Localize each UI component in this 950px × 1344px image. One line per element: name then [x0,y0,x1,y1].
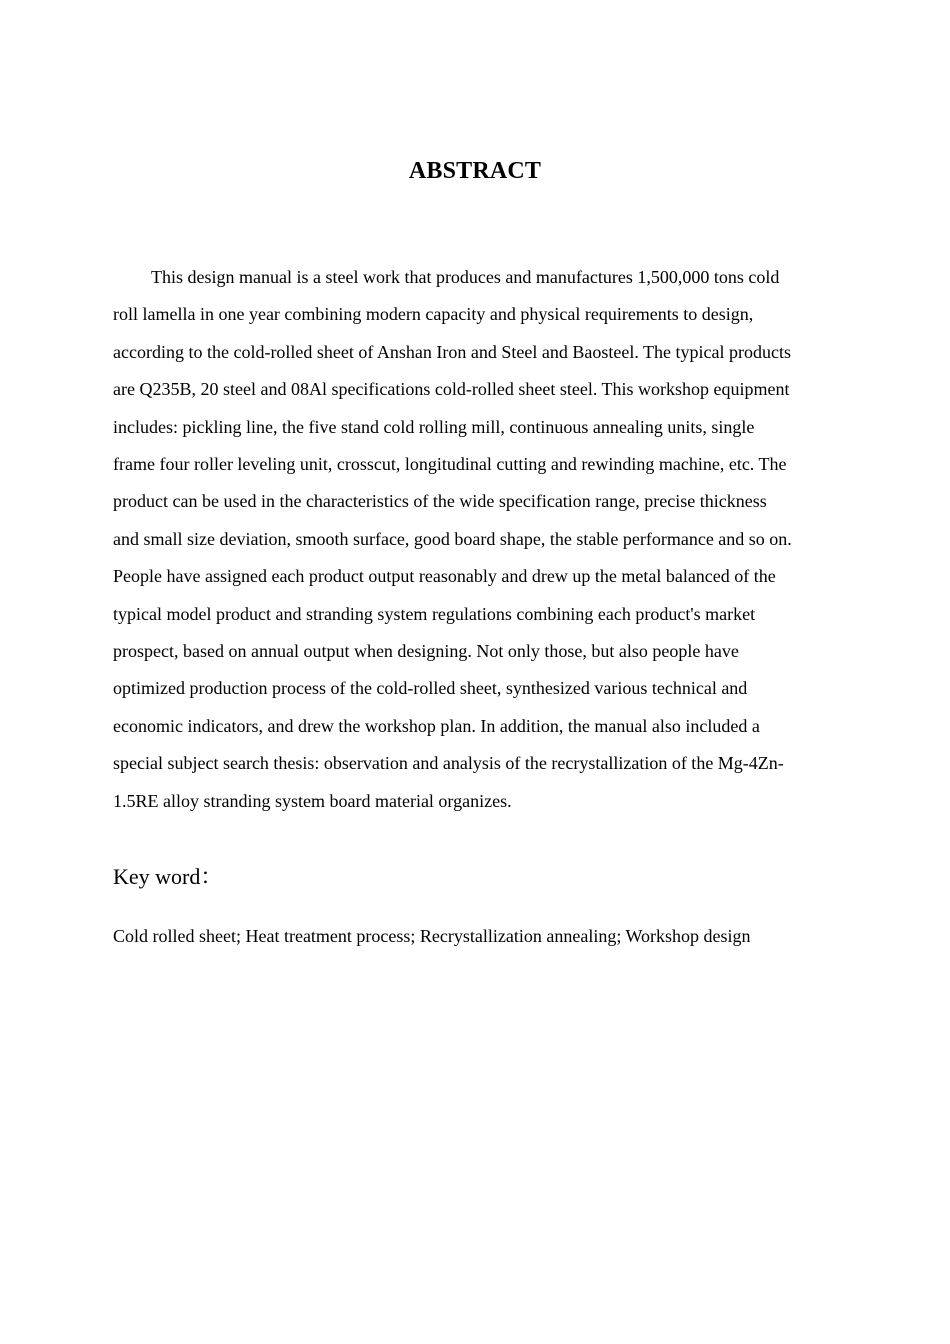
abstract-line: product can be used in the characteristics of the wide specification range, precise thickness [113,491,767,512]
abstract-line: prospect, based on annual output when designing. Not only those, but also people have [113,641,739,662]
abstract-line: People have assigned each product output reasonably and drew up the metal balanced of the [113,566,776,587]
keywords-list: Cold rolled sheet; Heat treatment process; Recrystallization annealing; Workshop design [113,926,751,946]
abstract-line: typical model product and stranding system regulations combining each product's market [113,603,756,624]
abstract-line: special subject search thesis: observation and analysis of the recrystallization of the Mg-4Zn- [113,753,784,774]
abstract-line: frame four roller leveling unit, crosscut, longitudinal cutting and rewinding machine, etc. The [113,454,787,475]
abstract-line: roll lamella in one year combining modern capacity and physical requirements to design, [113,304,754,325]
abstract-line: optimized production process of the cold-rolled sheet, synthesized various technical and [113,678,748,699]
abstract-line: and small size deviation, smooth surface, good board shape, the stable performance and so on. [113,528,792,549]
abstract-line: are Q235B, 20 steel and 08Al specifications cold-rolled sheet steel. This workshop equipment [113,379,790,400]
abstract-line: economic indicators, and drew the workshop plan. In addition, the manual also included a [113,715,760,736]
abstract-body [113,259,837,820]
abstract-line: This design manual is a steel work that produces and manufactures 1,500,000 tons cold [151,267,780,287]
abstract-line: according to the cold-rolled sheet of Anshan Iron and Steel and Baosteel. The typical products [113,341,791,362]
abstract-line: 1.5RE alloy stranding system board material organizes. [113,790,512,811]
abstract-title: ABSTRACT [408,158,542,184]
keyword-heading: Key word： [113,864,223,889]
abstract-line: includes: pickling line, the five stand cold rolling mill, continuous annealing units, single [113,416,755,437]
